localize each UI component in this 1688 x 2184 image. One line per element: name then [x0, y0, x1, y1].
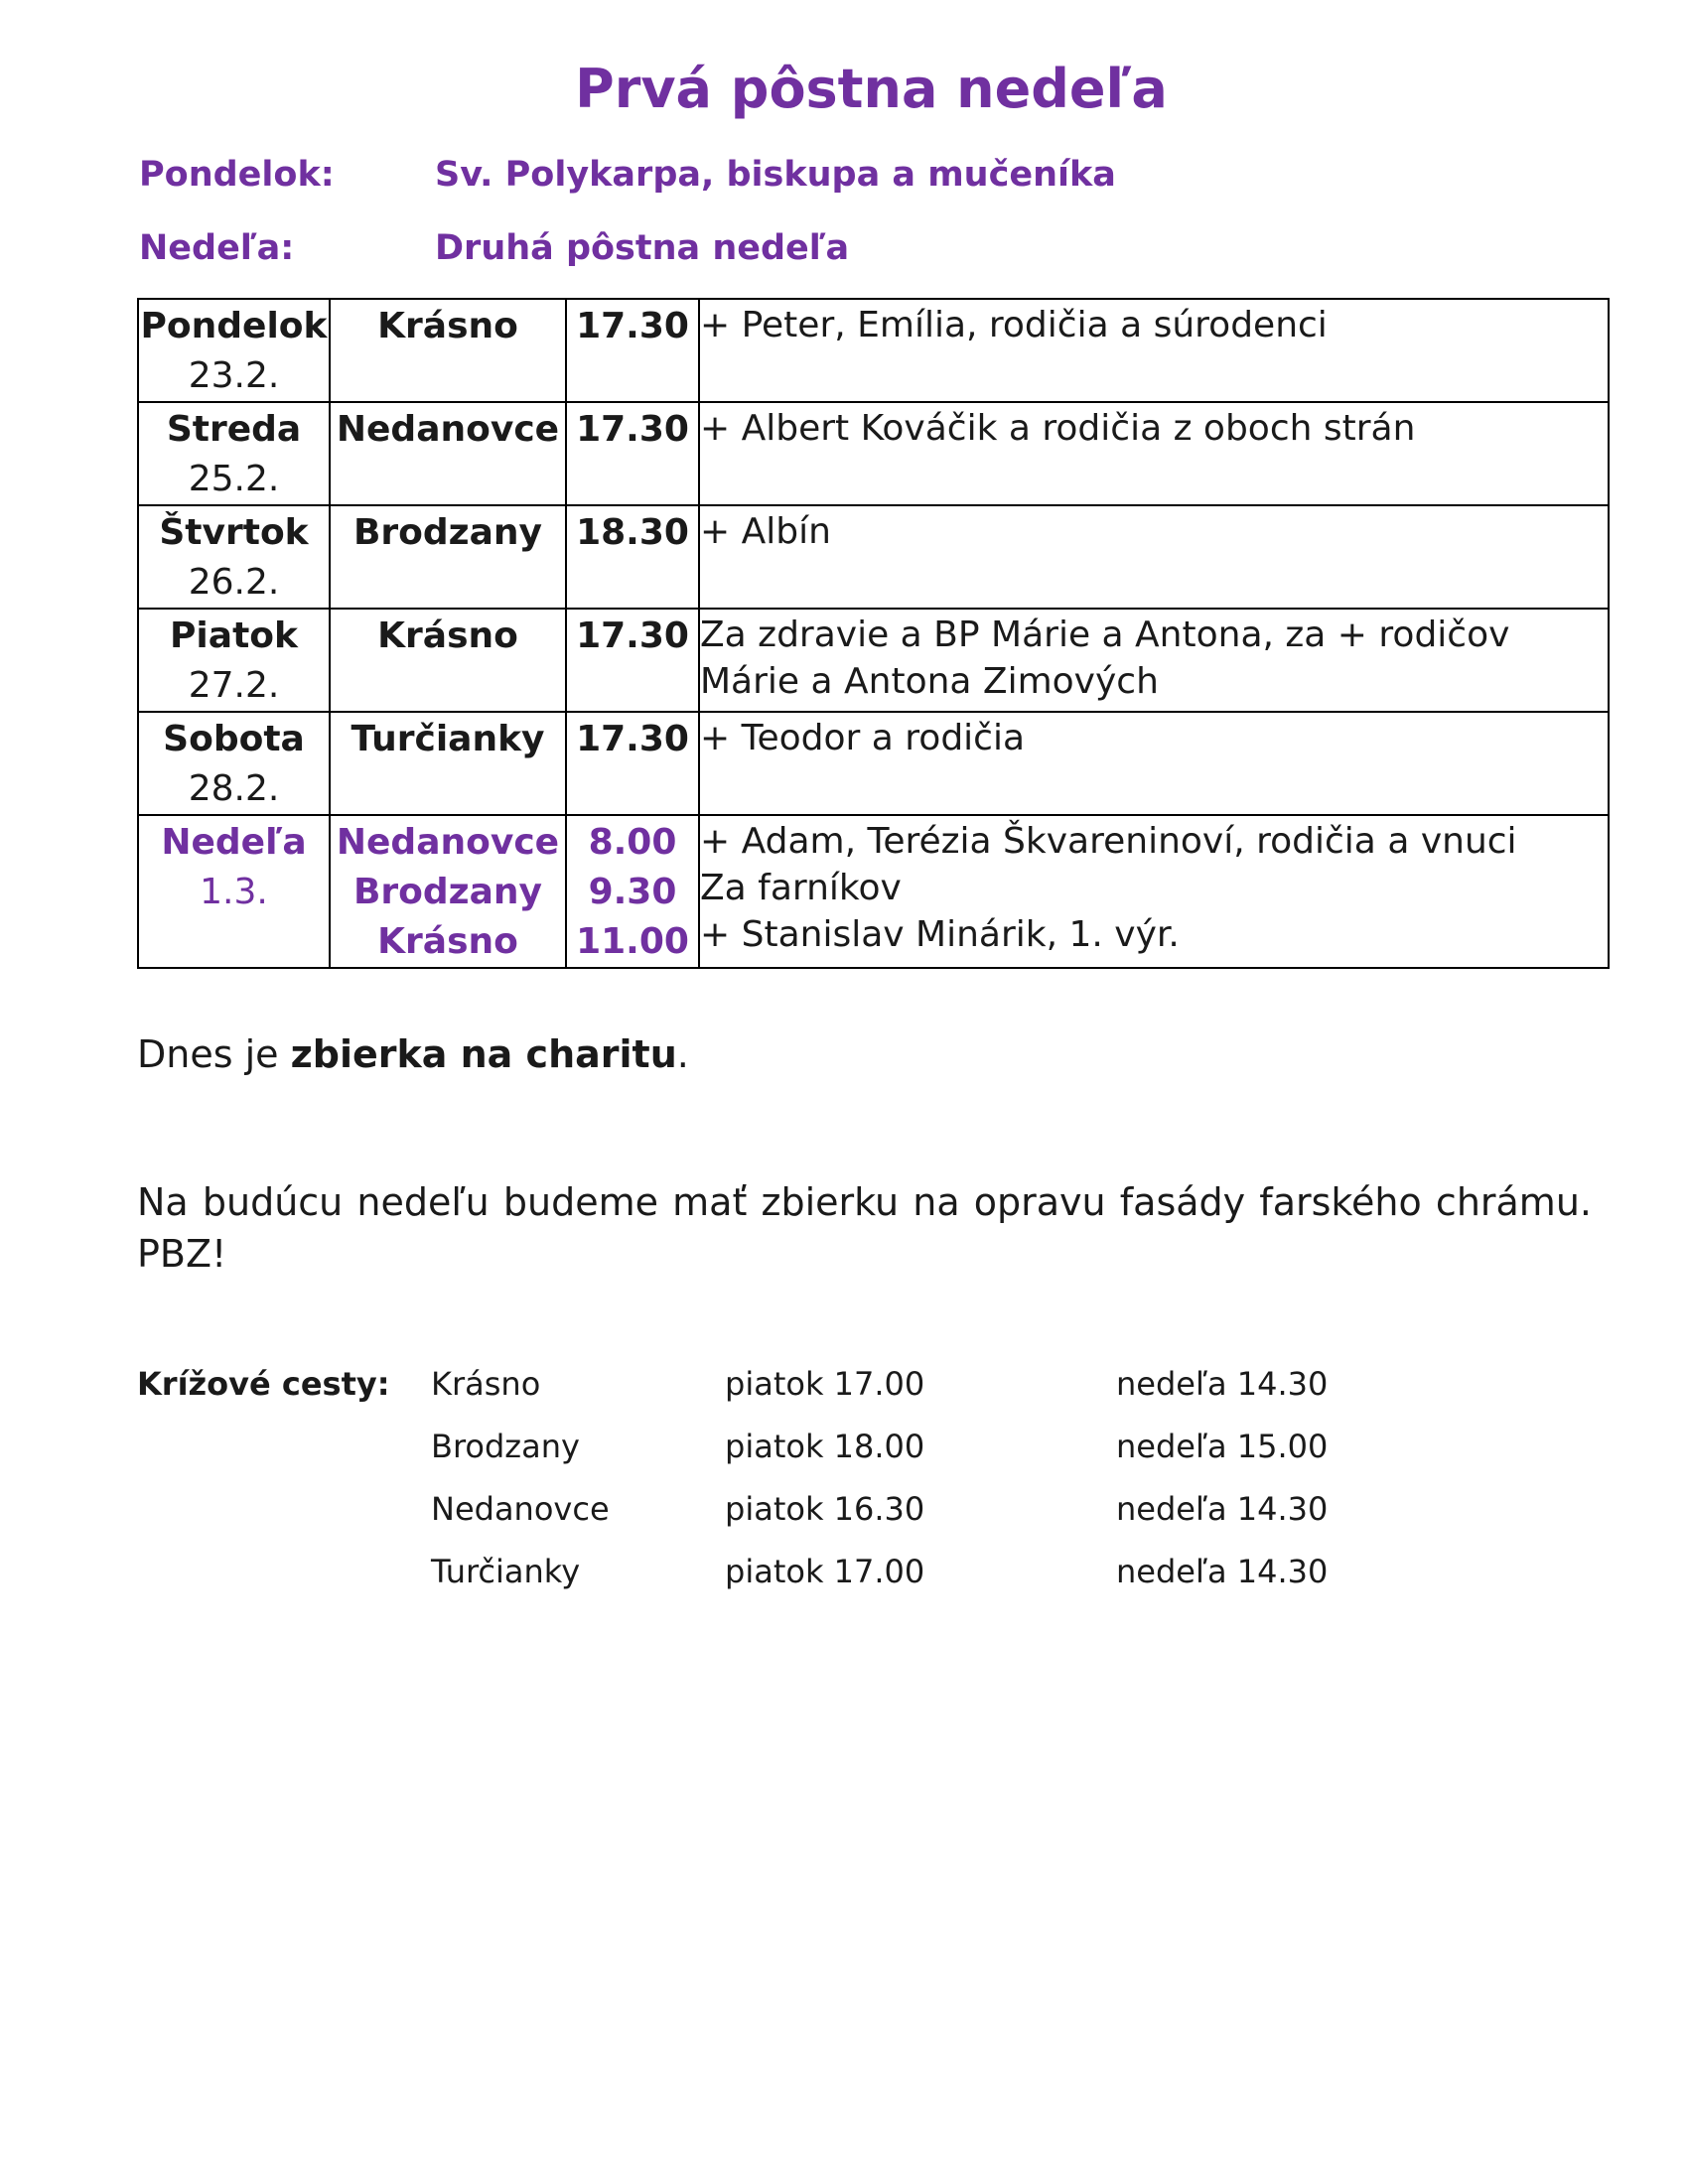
station-friday: piatok 18.00 — [725, 1428, 925, 1465]
intention-cell — [699, 815, 1609, 968]
mass-time: 9.30 — [588, 872, 677, 912]
place-cell — [330, 402, 566, 505]
day-name: Štvrtok — [159, 512, 309, 553]
time-cell — [566, 815, 699, 968]
station-sunday: nedeľa 14.30 — [1116, 1553, 1329, 1590]
collection-suffix: . — [676, 1032, 689, 1076]
intention-cell — [699, 712, 1609, 815]
day-cell — [138, 712, 330, 815]
place-cell — [330, 505, 566, 609]
collection-announcement — [137, 1032, 689, 1076]
table-row — [138, 505, 1609, 609]
station-place: Krásno — [431, 1365, 541, 1403]
time-cell — [566, 505, 699, 609]
day-date: 27.2. — [188, 665, 280, 706]
table-row — [138, 402, 1609, 505]
day-date: 23.2. — [188, 355, 280, 396]
place-name: Turčianky — [351, 719, 545, 759]
info-value: Sv. Polykarpa, biskupa a mučeníka — [435, 155, 1116, 195]
intention-cell — [699, 609, 1609, 712]
place-cell — [330, 712, 566, 815]
place-name: Krásno — [377, 306, 518, 346]
time-cell — [566, 299, 699, 402]
place-name: Krásno — [377, 615, 518, 656]
collection-highlight: zbierka na charitu — [290, 1032, 677, 1076]
info-row-sunday — [139, 228, 849, 268]
info-row-monday — [139, 155, 1116, 195]
time-cell — [566, 712, 699, 815]
day-date: 1.3. — [200, 872, 268, 912]
day-cell — [138, 609, 330, 712]
info-value: Druhá pôstna nedeľa — [435, 228, 850, 268]
day-date: 25.2. — [188, 459, 280, 499]
place-name: Nedanovce — [336, 409, 560, 450]
collection-prefix: Dnes je — [137, 1032, 291, 1076]
day-name: Piatok — [170, 615, 298, 656]
day-cell — [138, 815, 330, 968]
intention-text: + Peter, Emília, rodičia a súrodenci — [700, 305, 1328, 345]
intention-text: + Teodor a rodičia — [700, 718, 1026, 758]
info-label: Nedeľa: — [139, 228, 295, 268]
place-name: Nedanovce — [336, 822, 560, 863]
station-friday: piatok 17.00 — [725, 1553, 925, 1590]
mass-time: 18.30 — [576, 512, 689, 553]
time-cell — [566, 402, 699, 505]
intention-text: + Albín — [700, 511, 831, 552]
mass-time: 17.30 — [576, 409, 689, 450]
intention-text: + Stanislav Minárik, 1. výr. — [700, 914, 1180, 955]
place-name: Brodzany — [352, 872, 543, 912]
day-cell — [138, 402, 330, 505]
stations-heading: Krížové cesty: — [137, 1365, 390, 1403]
table-row — [138, 712, 1609, 815]
page-title: Prvá pôstna nedeľa — [575, 58, 1168, 120]
station-place: Nedanovce — [431, 1490, 610, 1528]
station-place: Turčianky — [431, 1553, 581, 1590]
day-date: 26.2. — [188, 562, 280, 603]
intention-cell — [699, 505, 1609, 609]
day-cell — [138, 505, 330, 609]
place-cell — [330, 815, 566, 968]
station-sunday: nedeľa 14.30 — [1116, 1365, 1329, 1403]
station-sunday: nedeľa 15.00 — [1116, 1428, 1329, 1465]
mass-time: 8.00 — [588, 822, 677, 863]
place-cell — [330, 299, 566, 402]
day-name: Pondelok — [140, 306, 328, 346]
intention-text: Márie a Antona Zimových — [700, 661, 1159, 702]
mass-schedule-table — [137, 298, 1610, 969]
mass-time: 11.00 — [576, 921, 689, 962]
table-row — [138, 609, 1609, 712]
table-row — [138, 299, 1609, 402]
mass-time: 17.30 — [576, 719, 689, 759]
intention-text: + Adam, Terézia Škvareninoví, rodičia a vnuci — [700, 821, 1517, 862]
day-name: Streda — [166, 409, 302, 450]
station-place: Brodzany — [431, 1428, 580, 1465]
mass-time: 17.30 — [576, 306, 689, 346]
time-cell — [566, 609, 699, 712]
station-friday: piatok 17.00 — [725, 1365, 925, 1403]
intention-cell — [699, 299, 1609, 402]
place-name: Krásno — [377, 921, 518, 962]
intention-text: + Albert Kováčik a rodičia z oboch strán — [700, 408, 1416, 449]
day-name: Nedeľa — [161, 822, 307, 863]
intention-text: Za farníkov — [700, 868, 902, 908]
place-cell — [330, 609, 566, 712]
intention-text: Za zdravie a BP Márie a Antona, za + rodičov — [700, 614, 1510, 655]
day-name: Sobota — [163, 719, 305, 759]
next-collection-announcement: Na budúcu nedeľu budeme mať zbierku na opravu fasády farského chrámu. PBZ! — [137, 1180, 1592, 1276]
day-cell — [138, 299, 330, 402]
place-name: Brodzany — [352, 512, 543, 553]
station-sunday: nedeľa 14.30 — [1116, 1490, 1329, 1528]
table-row — [138, 815, 1609, 968]
intention-cell — [699, 402, 1609, 505]
mass-time: 17.30 — [576, 615, 689, 656]
info-label: Pondelok: — [139, 155, 335, 195]
station-friday: piatok 16.30 — [725, 1490, 925, 1528]
day-date: 28.2. — [188, 768, 280, 809]
